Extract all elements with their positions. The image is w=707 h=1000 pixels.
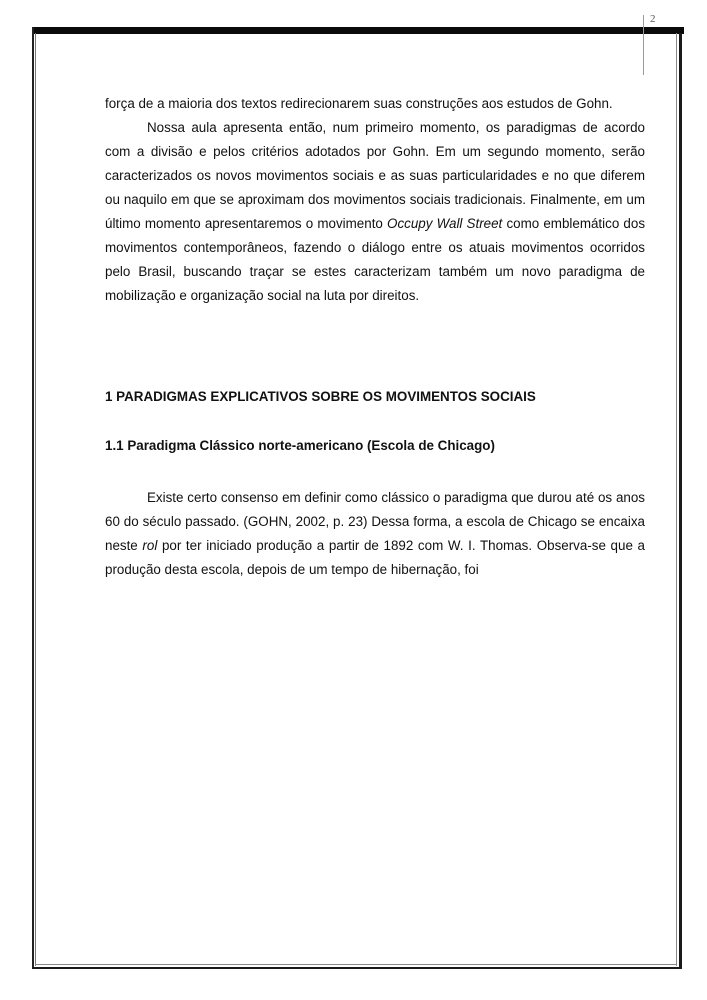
paragraph-text: como emblemático dos movimentos contemporâneos, fazendo o diálogo entre os atuais movimentos ocorridos pelo Brasil, buscando traçar se estes caracterizam também um novo paradigma de mobilização e organização social na luta por direitos. [105, 216, 646, 303]
paragraph-text: por ter iniciado produção a partir de 1892 com W. I. Thomas. Observa-se que a produção desta escola, depois de um tempo de hibernação, foi [105, 538, 645, 577]
section-1-1-text [105, 486, 645, 582]
paragraph-lesson-overview [105, 116, 645, 308]
paragraph-text: Nossa aula apresenta então, num primeiro momento, os paradigmas de acordo com a divisão e pelos critérios adotados por Gohn. Em um segundo momento, serão caracterizados os novos movimentos sociais e as suas particularidades e no que diferem ou naquilo em que se aproximam dos movimentos sociais tradicionais. Finalmente, em um último momento apresentaremos o movimento [105, 120, 645, 231]
page-border-right-inner [676, 33, 677, 966]
page-border-bottom-inner [35, 964, 677, 965]
header-rule [643, 15, 644, 75]
section-heading-1: 1 PARADIGMAS EXPLICATIVOS SOBRE OS MOVIMENTOS SOCIAIS [105, 389, 536, 404]
emphasis-occupy-wall-street: Occupy Wall Street [387, 216, 503, 231]
page-border-right [679, 33, 682, 969]
paragraph-continuation: força de a maioria dos textos redirecionarem suas construções aos estudos de Gohn. [105, 96, 613, 111]
paragraph-text: Existe certo consenso em definir como clássico o paradigma que durou até os anos 60 do século passado. (GOHN, 2002, p. 23) Dessa forma, a escola de Chicago se encaixa neste [105, 490, 645, 553]
intro-text [105, 92, 645, 308]
page-border-top [32, 27, 684, 34]
section-heading-1-1: 1.1 Paradigma Clássico norte-americano (Escola de Chicago) [105, 438, 495, 453]
paragraph-chicago-school [105, 486, 645, 582]
emphasis-rol: rol [142, 538, 158, 553]
page-border-left-inner [35, 33, 36, 966]
page-border-left [32, 27, 34, 969]
page-number: 2 [650, 13, 656, 25]
page-border-bottom [32, 967, 682, 969]
